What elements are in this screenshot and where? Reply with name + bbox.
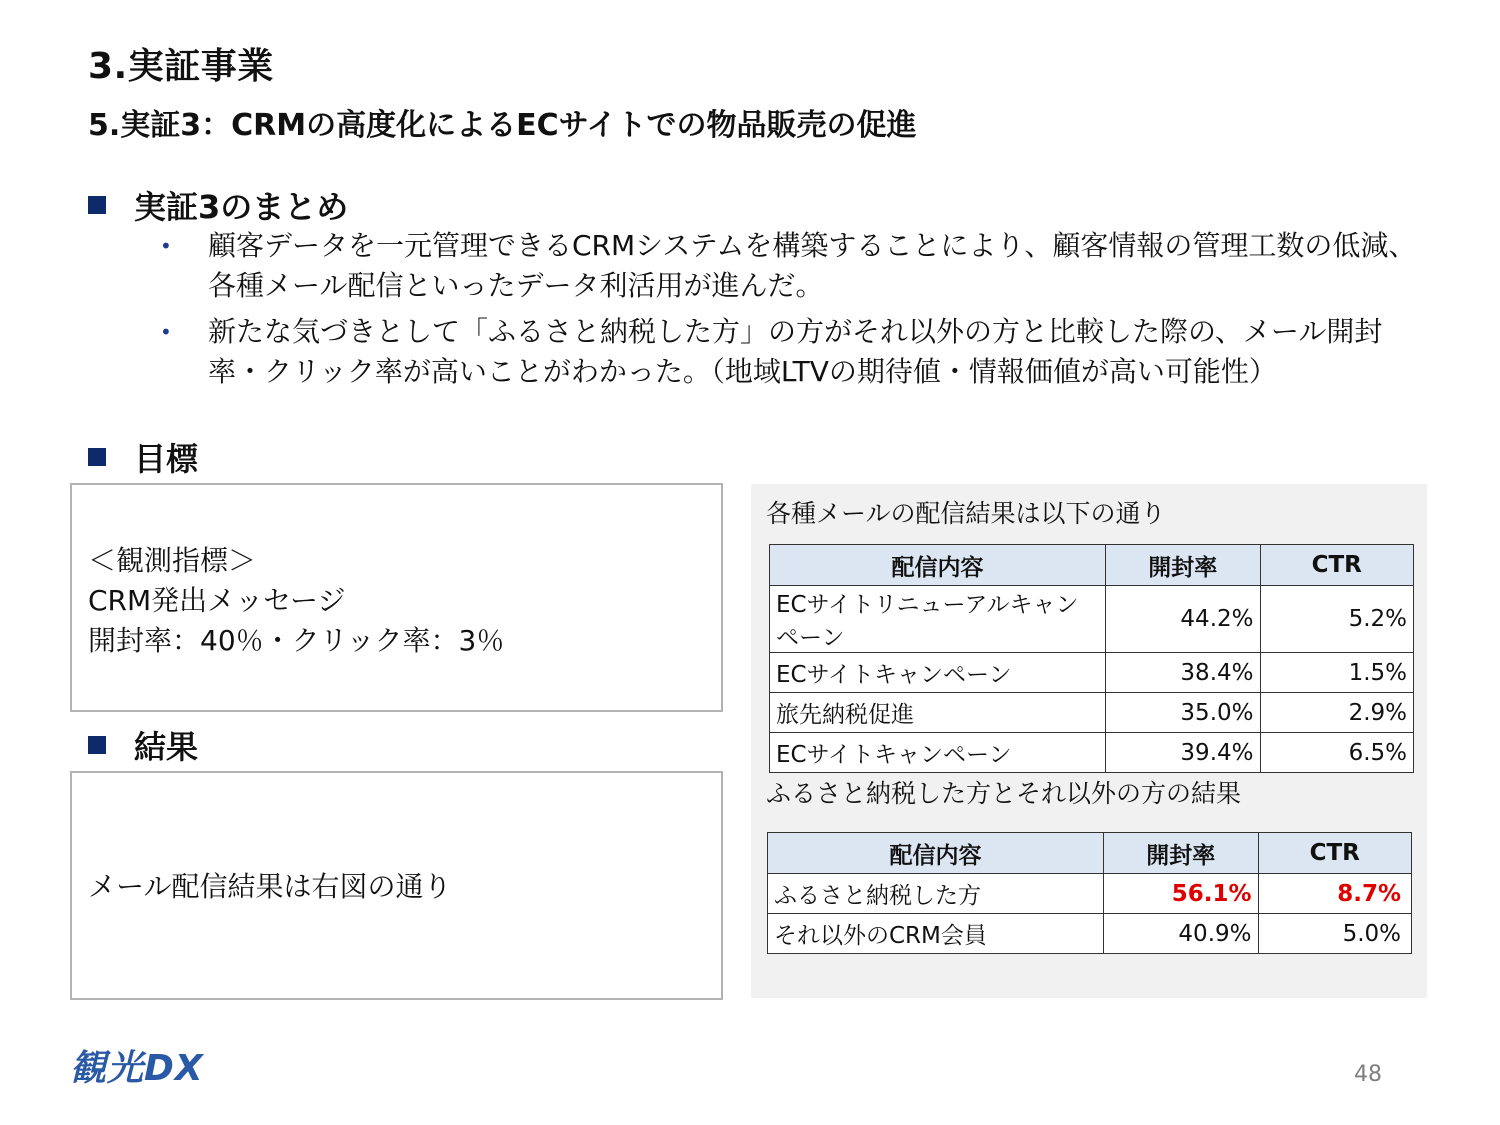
- table-cell: 40.9%: [1104, 914, 1258, 954]
- goal-line: CRM発出メッセージ: [88, 584, 346, 617]
- highlighted-cell: 8.7%: [1258, 874, 1412, 914]
- summary-section-heading: [88, 182, 348, 228]
- goal-section-heading: [88, 434, 198, 480]
- column-header: 開封率: [1106, 545, 1260, 586]
- table-cell: 39.4%: [1106, 733, 1260, 773]
- results-panel: [751, 484, 1427, 998]
- column-header: CTR: [1260, 545, 1414, 586]
- result-box: [70, 771, 723, 1000]
- bullet-text: 顧客データを一元管理できるCRMシステムを構築することにより、顧客情報の管理工数の低減、各種メール配信といったデータ利活用が進んだ。: [208, 229, 1417, 302]
- page-title: 3.実証事業: [88, 46, 274, 87]
- result-heading-text: 結果: [134, 728, 199, 766]
- goal-line: 開封率：40％・クリック率：3％: [88, 624, 505, 657]
- table-cell: それ以外のCRM会員: [768, 914, 1104, 954]
- goal-box: [70, 483, 723, 712]
- bullet-text: 新たな気づきとして「ふるさと納税した方」の方がそれ以外の方と比較した際の、メール開封率・クリック率が高いことがわかった。（地域LTVの期待値・情報価値が高い可能性）: [208, 315, 1383, 388]
- square-bullet-icon: [88, 736, 106, 754]
- column-header: 開封率: [1104, 833, 1258, 874]
- table-row: [770, 733, 1414, 773]
- table-cell: 38.4%: [1106, 653, 1260, 693]
- highlighted-cell: 56.1%: [1104, 874, 1258, 914]
- column-header: 配信内容: [768, 833, 1104, 874]
- table-cell: 2.9%: [1260, 693, 1414, 733]
- table-header-row: [770, 545, 1414, 586]
- summary-bullet-list: [160, 226, 1420, 398]
- goal-heading-text: 目標: [134, 440, 199, 478]
- table-cell: ECサイトキャンペーン: [770, 653, 1106, 693]
- table-cell: 44.2%: [1106, 586, 1260, 653]
- table-cell: 旅先納税促進: [770, 693, 1106, 733]
- kanko-dx-logo: [70, 1040, 204, 1091]
- table-cell: ふるさと納税した方: [768, 874, 1104, 914]
- column-header: 配信内容: [770, 545, 1106, 586]
- summary-heading-text: 実証3のまとめ: [134, 188, 349, 226]
- table-cell: 6.5%: [1260, 733, 1414, 773]
- page-subtitle: 5.実証3：CRMの高度化によるECサイトでの物品販売の促進: [88, 108, 917, 143]
- column-header: CTR: [1258, 833, 1412, 874]
- table2-caption: ふるさと納税した方とそれ以外の方の結果: [766, 779, 1242, 808]
- table-row: [768, 914, 1412, 954]
- square-bullet-icon: [88, 448, 106, 466]
- goal-line: ＜観測指標＞: [88, 544, 257, 577]
- table-row: [768, 874, 1412, 914]
- bullet-dot-icon: •: [160, 320, 172, 344]
- table-row: [770, 586, 1414, 653]
- table-row: [770, 693, 1414, 733]
- furusato-results-table: [767, 832, 1412, 954]
- table-cell: 35.0%: [1106, 693, 1260, 733]
- table-cell: 5.0%: [1258, 914, 1412, 954]
- result-text: メール配信結果は右図の通り: [88, 870, 452, 903]
- list-item: [160, 312, 1420, 392]
- table-cell: 5.2%: [1260, 586, 1414, 653]
- page-number: 48: [1354, 1062, 1382, 1087]
- bullet-dot-icon: •: [160, 234, 172, 258]
- result-section-heading: [88, 722, 198, 768]
- list-item: [160, 226, 1420, 306]
- table-header-row: [768, 833, 1412, 874]
- mail-results-table: [769, 544, 1414, 773]
- table-row: [770, 653, 1414, 693]
- square-bullet-icon: [88, 196, 106, 214]
- table-cell: ECサイトキャンペーン: [770, 733, 1106, 773]
- table-cell: ECサイトリニューアルキャンペーン: [770, 586, 1106, 653]
- table-cell: 1.5%: [1260, 653, 1414, 693]
- table1-caption: 各種メールの配信結果は以下の通り: [766, 499, 1166, 528]
- logo-text: 観光DX: [70, 1048, 204, 1089]
